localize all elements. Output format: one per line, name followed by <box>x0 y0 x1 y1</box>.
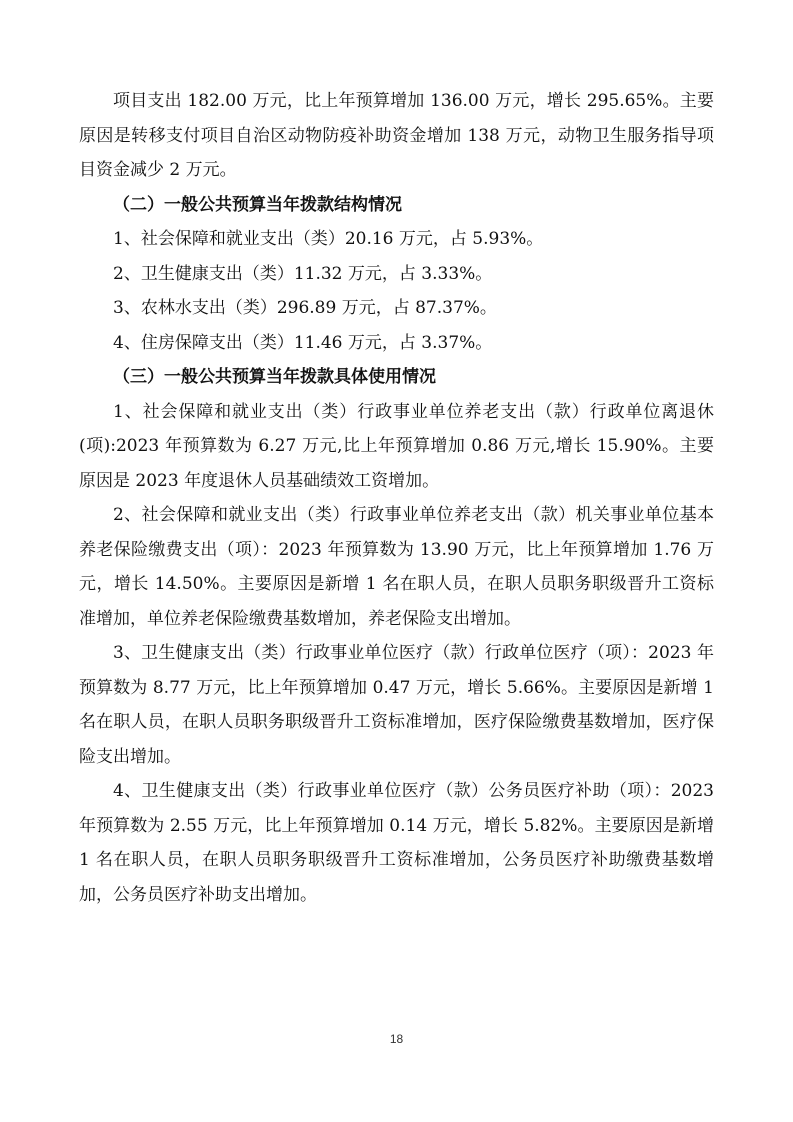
section-heading-structure: （二）一般公共预算当年拨款结构情况 <box>113 194 402 215</box>
paragraph-structure-item-2: 2、卫生健康支出（类）11.32 万元，占 3.33%。 <box>113 263 493 284</box>
paragraph-usage-item-1: 1、社会保障和就业支出（类）行政事业单位养老支出（款）行政单位离退休(项):2023 年预算数为 6.27 万元,比上年预算增加 0.86 万元,增长 15.90%。主要原因是 2023 年度退休人员基础绩效工资增加。 <box>79 401 714 491</box>
document-body <box>79 84 714 912</box>
page-number: 18 <box>389 1032 404 1046</box>
paragraph-project-expenditure: 项目支出 182.00 万元，比上年预算增加 136.00 万元，增长 295.65%。主要原因是转移支付项目自治区动物防疫补助资金增加 138 万元，动物卫生服务指导项目资金减少 2 万元。 <box>79 91 714 180</box>
paragraph-usage-item-4: 4、卫生健康支出（类）行政事业单位医疗（款）公务员医疗补助（项）：2023 年预算数为 2.55 万元，比上年预算增加 0.14 万元，增长 5.82%。主要原因是新增 1 名在职人员，在职人员职务职级晋升工资标准增加，公务员医疗补助缴费基数增加，公务员医疗补助支出增加。 <box>79 781 714 905</box>
paragraph-usage-item-2: 2、社会保障和就业支出（类）行政事业单位养老支出（款）机关事业单位基本养老保险缴费支出（项）：2023 年预算数为 13.90 万元，比上年预算增加 1.76 万元，增长 14.50%。主要原因是新增 1 名在职人员，在职人员职务职级晋升工资标准增加，单位养老保险缴费基数增加，养老保险支出增加。 <box>79 505 714 629</box>
paragraph-structure-item-1: 1、社会保障和就业支出（类）20.16 万元，占 5.93%。 <box>113 229 544 249</box>
paragraph-usage-item-3: 3、卫生健康支出（类）行政事业单位医疗（款）行政单位医疗（项）：2023 年预算数为 8.77 万元，比上年预算增加 0.47 万元，增长 5.66%。主要原因是新增 1 名在职人员，在职人员职务职级晋升工资标准增加，医疗保险缴费基数增加，医疗保险支出增加。 <box>79 643 714 767</box>
paragraph-structure-item-3: 3、农林水支出（类）296.89 万元，占 87.37%。 <box>113 298 497 318</box>
paragraph-structure-item-4: 4、住房保障支出（类）11.46 万元，占 3.37%。 <box>113 332 493 353</box>
section-heading-usage: （三）一般公共预算当年拨款具体使用情况 <box>113 367 436 387</box>
